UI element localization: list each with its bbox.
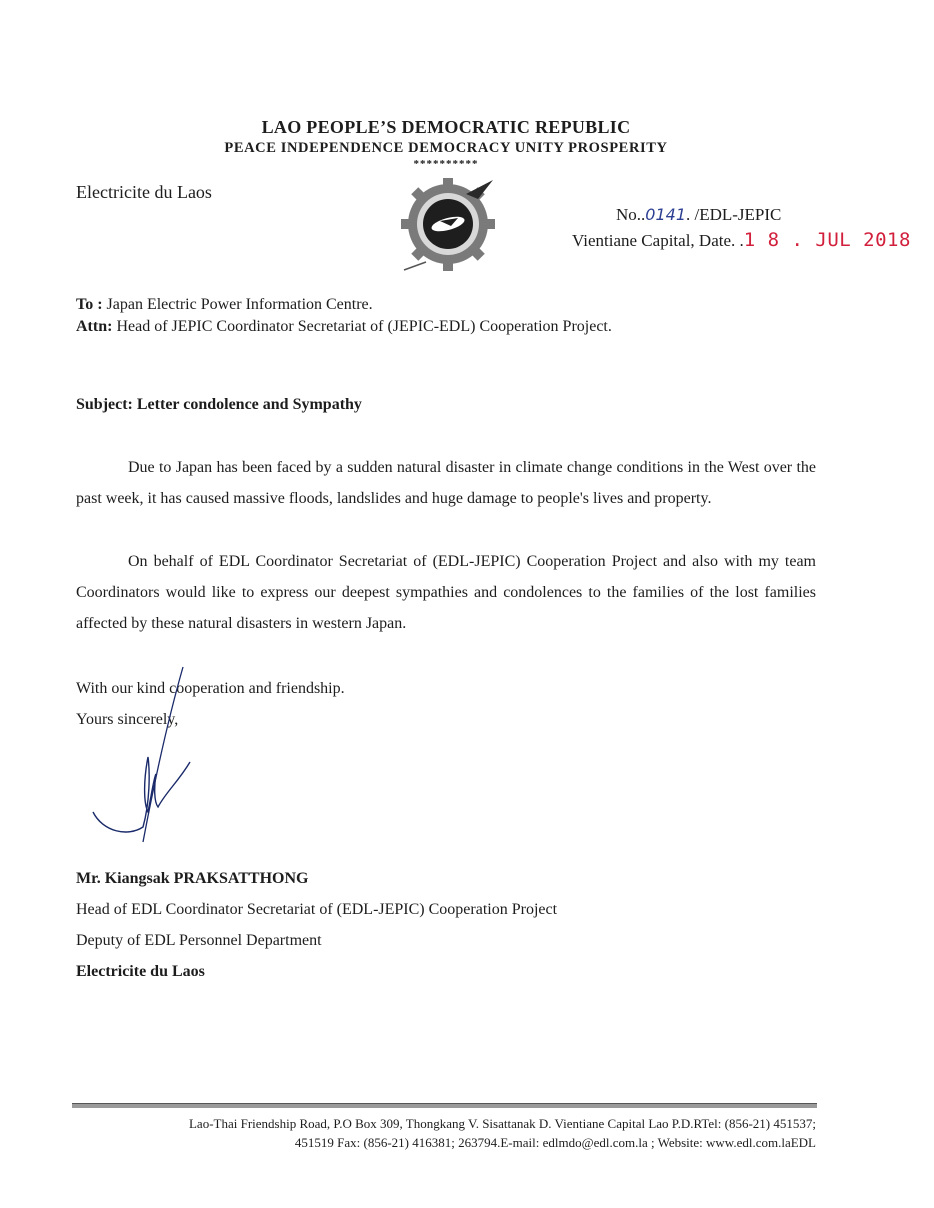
signatory-name: Mr. Kiangsak PRAKSATTHONG bbox=[76, 870, 309, 887]
signatory-title-2: Deputy of EDL Personnel Department bbox=[76, 932, 322, 949]
attn-value: Head of JEPIC Coordinator Secretariat of (JEPIC-EDL) Cooperation Project. bbox=[112, 318, 612, 335]
star-divider: ********** bbox=[413, 158, 479, 170]
footer-divider bbox=[72, 1103, 817, 1108]
body-paragraph-1 bbox=[76, 452, 816, 514]
to-separator: : bbox=[93, 296, 107, 313]
organization-name: Electricite du Laos bbox=[76, 182, 212, 202]
reference-prefix: No.. bbox=[616, 205, 646, 224]
date-prefix: Vientiane Capital, Date. . bbox=[572, 231, 744, 250]
date-stamp: 1 8 . JUL 2018 bbox=[743, 229, 911, 251]
to-line bbox=[76, 296, 373, 314]
handwritten-number: 0141 bbox=[645, 205, 686, 224]
footer-address: Lao-Thai Friendship Road, P.O Box 309, Thongkang V. Sisattanak D. Vientiane Capital Lao P.D.RTel: (856-21) 451537; bbox=[188, 1116, 816, 1131]
footer-contact: 451519 Fax: (856-21) 416381; 263794.E-mail: edlmdo@edl.com.la ; Website: www.edl.com.laEDL bbox=[294, 1135, 816, 1150]
to-label: To bbox=[76, 296, 94, 313]
to-value: Japan Electric Power Information Centre. bbox=[106, 296, 373, 313]
attn-line bbox=[76, 318, 612, 336]
body-paragraph-2 bbox=[76, 546, 816, 639]
motto-heading: PEACE INDEPENDENCE DEMOCRACY UNITY PROSPERITY bbox=[224, 140, 668, 156]
edl-logo bbox=[396, 178, 506, 272]
country-heading: LAO PEOPLE’S DEMOCRATIC REPUBLIC bbox=[261, 117, 631, 137]
signatory-org: Electricite du Laos bbox=[76, 963, 205, 980]
signatory-title-1: Head of EDL Coordinator Secretariat of (EDL-JEPIC) Cooperation Project bbox=[76, 901, 558, 918]
paragraph-1-text: Due to Japan has been faced by a sudden natural disaster in climate change conditions in the West over the past week, it has caused massive floods, landslides and huge damage to people's lives and property. bbox=[76, 459, 816, 507]
signatory-block bbox=[76, 863, 557, 987]
closing-line-2: Yours sincerely, bbox=[76, 711, 179, 728]
subject-line: Subject: Letter condolence and Sympathy bbox=[76, 396, 362, 413]
attn-label: Attn: bbox=[76, 318, 113, 335]
paragraph-2-text: On behalf of EDL Coordinator Secretariat of (EDL-JEPIC) Cooperation Project and also with my team Coordinators would like to express our deepest sympathies and condolences to the families of the lost families affected by these natural disasters in western Japan. bbox=[76, 553, 816, 632]
signature bbox=[88, 662, 208, 852]
reference-date bbox=[572, 229, 911, 251]
closing-line-1: With our kind cooperation and friendship. bbox=[76, 680, 345, 697]
reference-number bbox=[616, 205, 781, 225]
reference-suffix: . /EDL-JEPIC bbox=[686, 205, 782, 224]
